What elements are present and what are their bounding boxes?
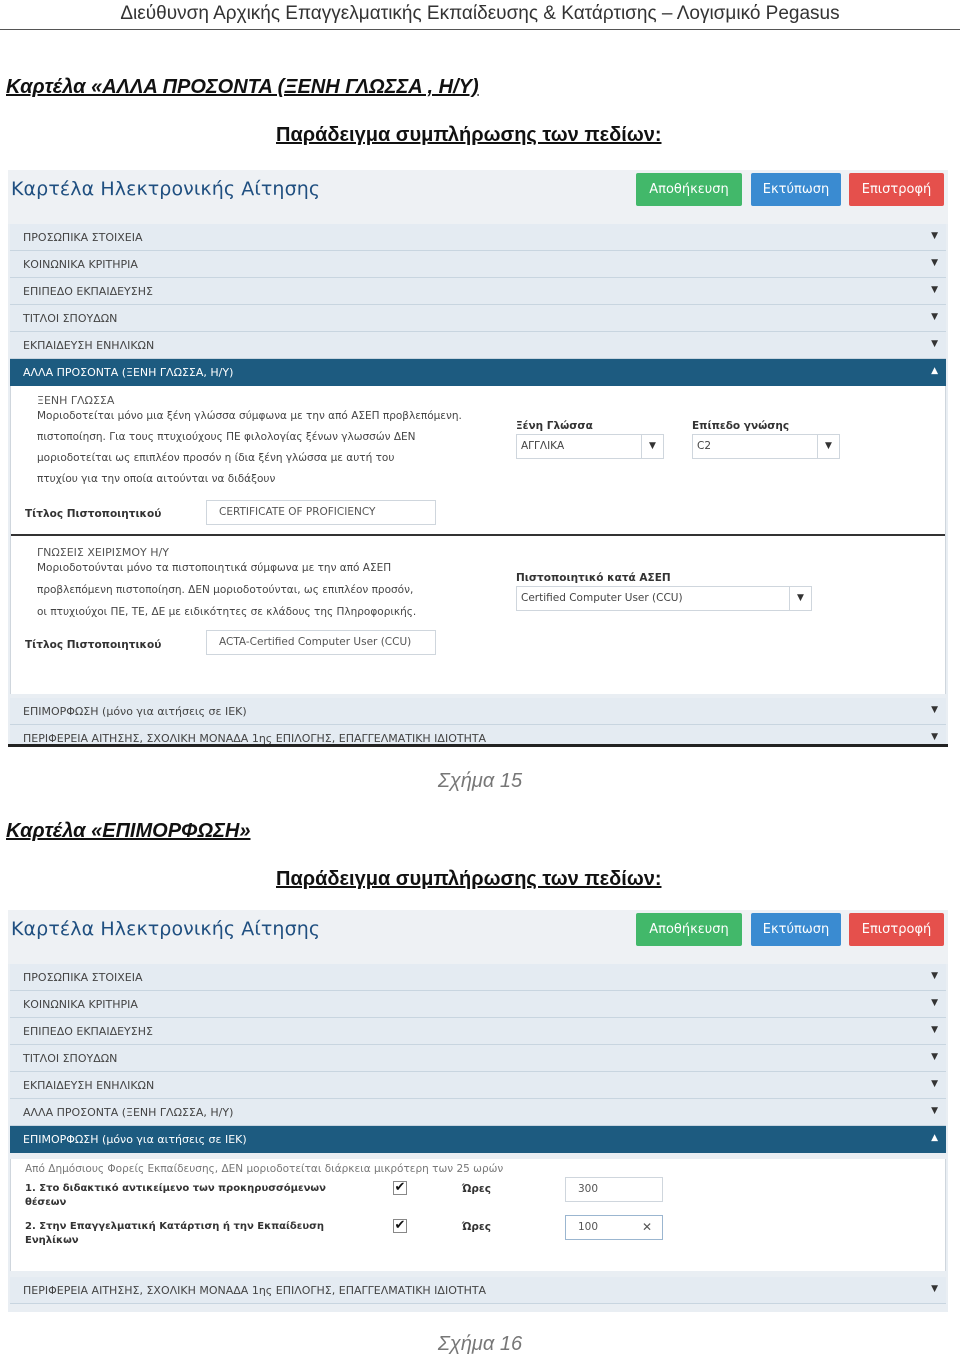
print-button[interactable]: Εκτύπωση [751,173,841,206]
chevron-down-icon: ▼ [931,1052,938,1062]
accordion-label: ΠΡΟΣΩΠΙΚΑ ΣΤΟΙΧΕΙΑ [23,971,143,984]
training-row1-hours-input[interactable]: 300 [565,1177,663,1202]
accordion-education-level[interactable] [10,278,946,305]
language-certificate-label: Τίτλος Πιστοποιητικού [25,508,162,520]
chevron-down-icon: ▼ [931,998,938,1008]
accordion-region[interactable] [10,1277,946,1304]
figure-caption-16: Σχήμα 16 [437,1333,523,1355]
accordion-adult-education[interactable] [10,332,946,359]
accordion-label: ΤΙΤΛΟΙ ΣΠΟΥΔΩΝ [23,312,118,325]
other-qualifications-panel [10,386,946,694]
computer-skills-note-3: οι πτυχιούχοι ΠΕ, ΤΕ, ΔΕ με ειδικότητες σε κλάδους της Πληροφορικής. [37,606,417,618]
accordion-adult-education[interactable] [10,1072,946,1099]
accordion-label: ΚΟΙΝΩΝΙΚΑ ΚΡΙΤΗΡΙΑ [23,998,138,1011]
training-row1-checkbox[interactable]: ✔ [394,1180,406,1195]
training-row2-label-a: 2. Στην Επαγγελματική Κατάρτιση ή την Εκπαίδευση [25,1221,325,1232]
screenshot-figure-16 [8,910,948,1312]
print-button[interactable]: Εκτύπωση [751,913,841,946]
foreign-language-panel [11,386,945,534]
accordion-education-level[interactable] [10,1018,946,1045]
computer-skills-title: ΓΝΩΣΕΙΣ ΧΕΙΡΙΣΜΟΥ Η/Υ [37,546,169,559]
training-panel [10,1159,946,1271]
chevron-down-icon: ▼ [931,732,938,742]
training-row1-hours-label: Ώρες [462,1183,491,1195]
training-row2-hours-input[interactable] [565,1215,663,1240]
chevron-down-icon: ▼ [931,705,938,715]
asep-certificate-select[interactable] [516,586,812,611]
chevron-down-icon[interactable]: ▼ [789,587,811,610]
screenshot-figure-15 [8,170,948,747]
foreign-language-note-1: Μοριοδοτείται μόνο μια ξένη γλώσσα σύμφωνα με την από ΑΣΕΠ προβλεπόμενη. [37,410,462,422]
foreign-language-title: ΞΕΝΗ ΓΛΩΣΣΑ [37,394,115,407]
accordion-region[interactable] [10,725,946,747]
app-topbar [8,170,948,224]
section-title-other-qualifications: Καρτέλα «ΑΛΛΑ ΠΡΟΣΟΝΤΑ (ΞΕΝΗ ΓΛΩΣΣΑ , Η/Υ) [6,76,479,98]
accordion-label: ΤΙΤΛΟΙ ΣΠΟΥΔΩΝ [23,1052,118,1065]
accordion-other-qualifications[interactable] [10,359,946,386]
section-subtitle-1: Παράδειγμα συμπλήρωσης των πεδίων: [276,124,662,146]
accordion-label: ΕΚΠΑΙΔΕΥΣΗ ΕΝΗΛΙΚΩΝ [23,339,155,352]
training-row1-label-b: θέσεων [25,1197,67,1208]
back-button[interactable]: Επιστροφή [849,913,944,946]
accordion-training[interactable] [10,698,946,725]
accordion-social[interactable] [10,991,946,1018]
training-row2-hours-value: 100 [578,1221,599,1233]
app-topbar [8,910,948,964]
computer-certificate-label: Τίτλος Πιστοποιητικού [25,639,162,651]
chevron-down-icon: ▼ [931,258,938,268]
chevron-down-icon: ▼ [931,339,938,349]
chevron-down-icon: ▼ [931,285,938,295]
close-icon[interactable]: ✕ [641,1220,652,1234]
foreign-language-select[interactable] [516,434,664,459]
chevron-down-icon: ▼ [931,971,938,981]
app-title: Καρτέλα Ηλεκτρονικής Αίτησης [11,178,321,200]
computer-certificate-input[interactable]: ACTA-Certified Computer User (CCU) [206,630,436,655]
accordion-label: ΕΠΙΠΕΔΟ ΕΚΠΑΙΔΕΥΣΗΣ [23,285,153,298]
language-level-value: C2 [697,440,712,452]
asep-certificate-value: Certified Computer User (CCU) [521,592,683,604]
foreign-language-label: Ξένη Γλώσσα [516,420,593,432]
back-button[interactable]: Επιστροφή [849,173,944,206]
language-level-select[interactable] [692,434,840,459]
accordion-personal[interactable] [10,964,946,991]
accordion-label: ΑΛΛΑ ΠΡΟΣΟΝΤΑ (ΞΕΝΗ ΓΛΩΣΣΑ, Η/Υ) [23,1106,234,1119]
chevron-down-icon: ▼ [931,312,938,322]
chevron-down-icon[interactable]: ▼ [641,435,663,458]
accordion-label: ΠΕΡΙΦΕΡΕΙΑ ΑΙΤΗΣΗΣ, ΣΧΟΛΙΚΗ ΜΟΝΑΔΑ 1ης ΕΠΙΛΟΓΗΣ, ΕΠΑΓΓΕΛΜΑΤΙΚΗ ΙΔΙΟΤΗΤΑ [23,1284,487,1297]
accordion-label: ΠΡΟΣΩΠΙΚΑ ΣΤΟΙΧΕΙΑ [23,231,143,244]
accordion-label: ΠΕΡΙΦΕΡΕΙΑ ΑΙΤΗΣΗΣ, ΣΧΟΛΙΚΗ ΜΟΝΑΔΑ 1ης ΕΠΙΛΟΓΗΣ, ΕΠΑΓΓΕΛΜΑΤΙΚΗ ΙΔΙΟΤΗΤΑ [23,732,487,745]
training-row2-hours-label: Ώρες [462,1221,491,1233]
chevron-down-icon[interactable]: ▼ [817,435,839,458]
accordion-label: ΕΠΙΜΟΡΦΩΣΗ (μόνο για αιτήσεις σε ΙΕΚ) [23,705,247,718]
save-button[interactable]: Αποθήκευση [636,913,742,946]
foreign-language-note-3: μοριοδοτείται ως επιπλέον προσόν η ίδια ξένη γλώσσα με αυτή του [37,452,395,464]
accordion-label: ΑΛΛΑ ΠΡΟΣΟΝΤΑ (ΞΕΝΗ ΓΛΩΣΣΑ, Η/Υ) [23,366,234,379]
accordion-training[interactable] [10,1126,946,1153]
accordion-other-qualifications[interactable] [10,1099,946,1126]
accordion-degrees[interactable] [10,1045,946,1072]
foreign-language-note-2: πιστοποίηση. Για τους πτυχιούχους ΠΕ φιλολογίας ξένων γλωσσών ΔΕΝ [37,431,416,443]
foreign-language-value: ΑΓΓΛΙΚΑ [521,440,565,452]
figure-caption-15: Σχήμα 15 [437,770,523,792]
chevron-down-icon: ▼ [931,1079,938,1089]
chevron-down-icon: ▼ [931,1025,938,1035]
document-header: Διεύθυνση Αρχικής Επαγγελματικής Εκπαίδευσης & Κατάρτισης – Λογισμικό Pegasus [0,0,960,30]
save-button[interactable]: Αποθήκευση [636,173,742,206]
chevron-up-icon: ▲ [931,366,938,376]
section-subtitle-2: Παράδειγμα συμπλήρωσης των πεδίων: [276,868,662,890]
training-note: Από Δημόσιους Φορείς Εκπαίδευσης, ΔΕΝ μοριοδοτείται διάρκεια μικρότερη των 25 ωρών [25,1163,504,1175]
accordion-personal[interactable] [10,224,946,251]
language-certificate-input[interactable]: CERTIFICATE OF PROFICIENCY [206,500,436,525]
computer-skills-note-1: Μοριοδοτούνται μόνο τα πιστοποιητικά σύμφωνα με την από ΑΣΕΠ [37,562,392,574]
training-row2-label-b: Ενηλίκων [25,1235,79,1246]
training-row2-checkbox[interactable]: ✔ [394,1218,406,1233]
accordion-degrees[interactable] [10,305,946,332]
accordion-label: ΚΟΙΝΩΝΙΚΑ ΚΡΙΤΗΡΙΑ [23,258,138,271]
chevron-up-icon: ▲ [931,1133,938,1143]
chevron-down-icon: ▼ [931,231,938,241]
computer-skills-note-2: προβλεπόμενη πιστοποίηση. ΔΕΝ μοριοδοτούνται, ως επιπλέον προσόν, [37,584,414,596]
training-row1-label-a: 1. Στο διδακτικό αντικείμενο των προκηρυσσόμενων [25,1183,326,1194]
foreign-language-note-4: πτυχίου για την οποία αιτούνται να διδάξουν [37,473,276,485]
computer-skills-panel [11,534,945,694]
accordion-label: ΕΚΠΑΙΔΕΥΣΗ ΕΝΗΛΙΚΩΝ [23,1079,155,1092]
chevron-down-icon: ▼ [931,1106,938,1116]
accordion-label: ΕΠΙΠΕΔΟ ΕΚΠΑΙΔΕΥΣΗΣ [23,1025,153,1038]
section-title-training: Καρτέλα «ΕΠΙΜΟΡΦΩΣΗ» [6,820,251,842]
app-title: Καρτέλα Ηλεκτρονικής Αίτησης [11,918,321,940]
chevron-down-icon: ▼ [931,1284,938,1294]
asep-certificate-label: Πιστοποιητικό κατά ΑΣΕΠ [516,572,671,584]
accordion-social[interactable] [10,251,946,278]
language-level-label: Επίπεδο γνώσης [692,420,790,432]
accordion-label: ΕΠΙΜΟΡΦΩΣΗ (μόνο για αιτήσεις σε ΙΕΚ) [23,1133,247,1146]
